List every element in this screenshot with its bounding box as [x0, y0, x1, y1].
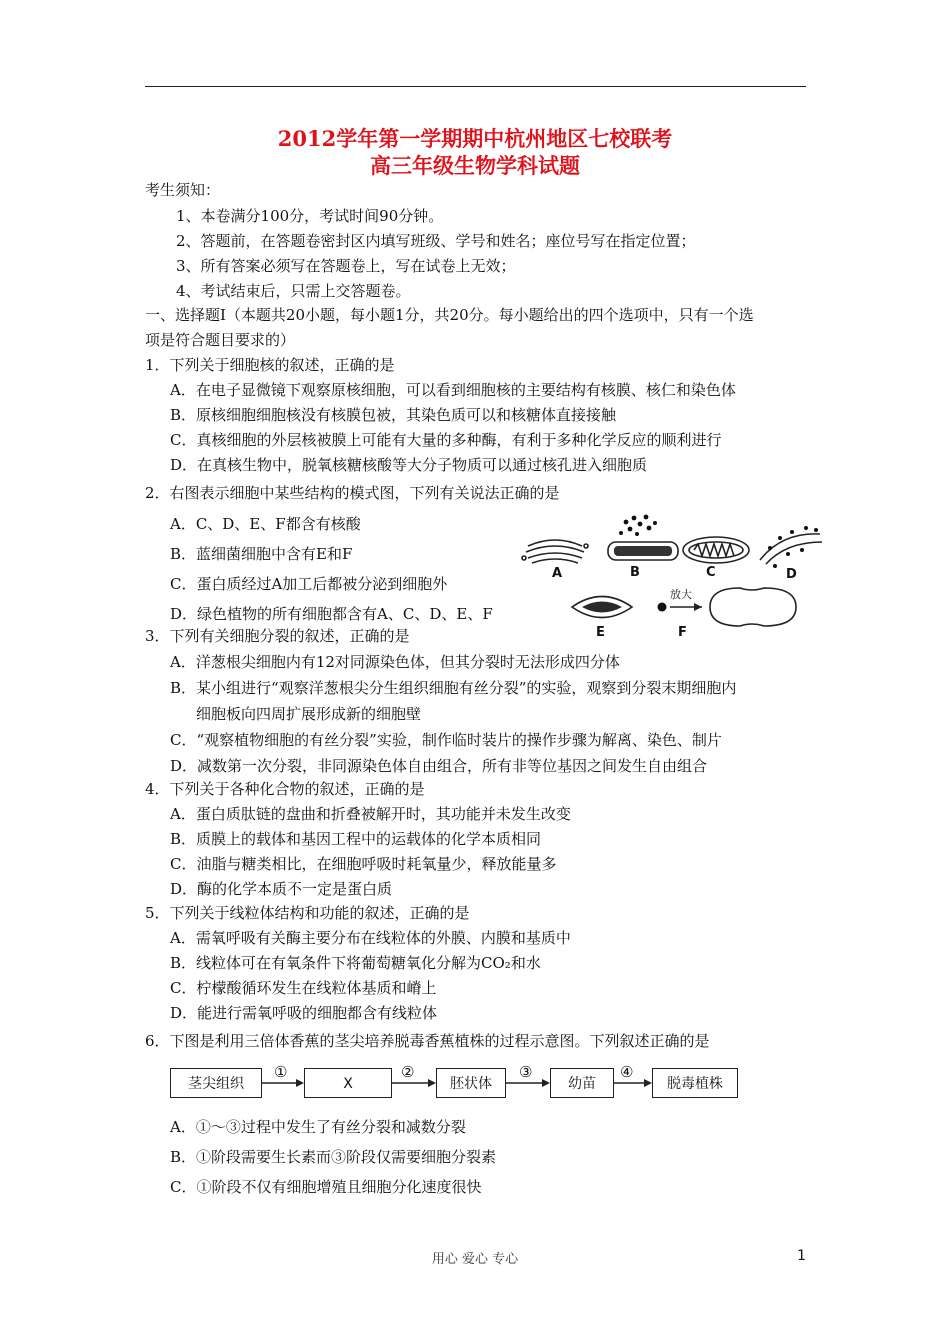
option: B．质膜上的载体和基因工程中的运载体的化学本质相同 — [170, 830, 542, 848]
section-heading-cont: 项是符合题目要求的） — [145, 331, 296, 349]
flow-box: 脱毒植株 — [652, 1068, 738, 1098]
footer-motto: 用心 爱心 专心 — [431, 1252, 519, 1267]
question-stem: 3．下列有关细胞分裂的叙述，正确的是 — [145, 627, 410, 645]
option: A．洋葱根尖细胞内有12对同源染色体，但其分裂时无法形成四分体 — [170, 653, 620, 671]
rough-er-sketch — [760, 526, 822, 568]
exam-subtitle: 高三年级生物学科试题 — [370, 153, 580, 178]
figure-annotation: 放大 — [670, 588, 692, 601]
option: A．蛋白质肽链的盘曲和折叠被解开时，其功能并未发生改变 — [170, 805, 571, 823]
option: D．能进行需氧呼吸的细胞都含有线粒体 — [170, 1004, 438, 1022]
figure-label-a: A — [552, 566, 563, 581]
option-cont: 细胞板向四周扩展形成新的细胞壁 — [196, 705, 422, 723]
notice-heading: 考生须知： — [145, 181, 221, 199]
figure-label-d: D — [786, 567, 797, 582]
option: C．“观察植物细胞的有丝分裂”实验，制作临时装片的操作步骤为解离、染色、制片 — [170, 731, 722, 749]
option: C．油脂与糖类相比，在细胞呼吸时耗氧量少，释放能量多 — [170, 855, 557, 873]
figure-label-f: F — [678, 625, 687, 640]
option: B．①阶段需要生长素而③阶段仅需要细胞分裂素 — [170, 1148, 497, 1166]
exam-title: 2012学年第一学期期中杭州地区七校联考 — [277, 126, 673, 151]
golgi-sketch — [522, 540, 588, 563]
option: C．柠檬酸循环发生在线粒体基质和嵴上 — [170, 979, 437, 997]
option: C．蛋白质经过A加工后都被分泌到细胞外 — [170, 575, 448, 593]
notice-item: 4、考试结束后，只需上交答题卷。 — [176, 282, 411, 300]
flow-step: ② — [401, 1063, 415, 1081]
option: B．某小组进行“观察洋葱根尖分生组织细胞有丝分裂”的实验，观察到分裂末期细胞内 — [170, 679, 737, 697]
arrow-icon — [614, 1074, 652, 1090]
option: B．线粒体可在有氧条件下将葡萄糖氧化分解为CO₂和水 — [170, 954, 541, 972]
notice-item: 3、所有答案必须写在答题卷上，写在试卷上无效； — [176, 257, 516, 275]
option: A．C、D、E、F都含有核酸 — [170, 515, 361, 533]
option: D．减数第一次分裂，非同源染色体自由组合，所有非等位基因之间发生自由组合 — [170, 757, 708, 775]
flow-box: X — [304, 1068, 392, 1098]
notice-item: 1、本卷满分100分，考试时间90分钟。 — [176, 207, 444, 225]
option: A．需氧呼吸有关酶主要分布在线粒体的外膜、内膜和基质中 — [170, 929, 571, 947]
flow-step: ① — [274, 1063, 288, 1081]
flow-step: ④ — [620, 1063, 634, 1081]
arrow-icon — [262, 1074, 304, 1090]
flow-box: 幼苗 — [550, 1068, 614, 1098]
figure-label-b: B — [630, 565, 640, 580]
flow-box: 茎尖组织 — [170, 1068, 262, 1098]
question-stem: 6．下图是利用三倍体香蕉的茎尖培养脱毒香蕉植株的过程示意图。下列叙述正确的是 — [145, 1032, 710, 1050]
figure-label-e: E — [596, 625, 605, 640]
option: B．原核细胞细胞核没有核膜包被，其染色质可以和核糖体直接接触 — [170, 406, 617, 424]
arrow-icon — [392, 1074, 436, 1090]
arrow-icon — [506, 1074, 550, 1090]
vesicle-sketch — [658, 587, 797, 626]
option: A．①～③过程中发生了有丝分裂和减数分裂 — [170, 1118, 466, 1136]
organelle-figure — [520, 512, 830, 642]
question-stem: 4．下列关于各种化合物的叙述，正确的是 — [145, 780, 425, 798]
er-sketch — [608, 515, 678, 560]
notice-item: 2、答题前，在答题卷密封区内填写班级、学号和姓名；座位号写在指定位置； — [176, 232, 696, 250]
question-stem: 2．右图表示细胞中某些结构的模式图，下列有关说法正确的是 — [145, 484, 560, 502]
option: D．在真核生物中，脱氧核糖核酸等大分子物质可以通过核孔进入细胞质 — [170, 456, 648, 474]
mitochondrion-sketch — [683, 537, 749, 563]
option: B．蓝细菌细胞中含有E和F — [170, 545, 353, 563]
flow-step: ③ — [519, 1063, 533, 1081]
option: D．绿色植物的所有细胞都含有A、C、D、E、F — [170, 605, 493, 623]
question-stem: 5．下列关于线粒体结构和功能的叙述，正确的是 — [145, 904, 470, 922]
chloroplast-sketch — [572, 597, 632, 618]
header-rule — [145, 86, 806, 87]
option: C．真核细胞的外层核被膜上可能有大量的多种酶，有利于多种化学反应的顺利进行 — [170, 431, 722, 449]
option: A．在电子显微镜下观察原核细胞，可以看到细胞核的主要结构有核膜、核仁和染色体 — [170, 381, 736, 399]
option: C．①阶段不仅有细胞增殖且细胞分化速度很快 — [170, 1178, 482, 1196]
figure-label-c: C — [706, 565, 716, 580]
section-heading: 一、选择题Ⅰ（本题共20小题，每小题1分，共20分。每小题给出的四个选项中，只有一个选 — [145, 306, 754, 324]
option: D．酶的化学本质不一定是蛋白质 — [170, 880, 393, 898]
page-number: 1 — [797, 1248, 806, 1264]
flow-box: 胚状体 — [436, 1068, 506, 1098]
question-stem: 1．下列关于细胞核的叙述，正确的是 — [145, 356, 395, 374]
